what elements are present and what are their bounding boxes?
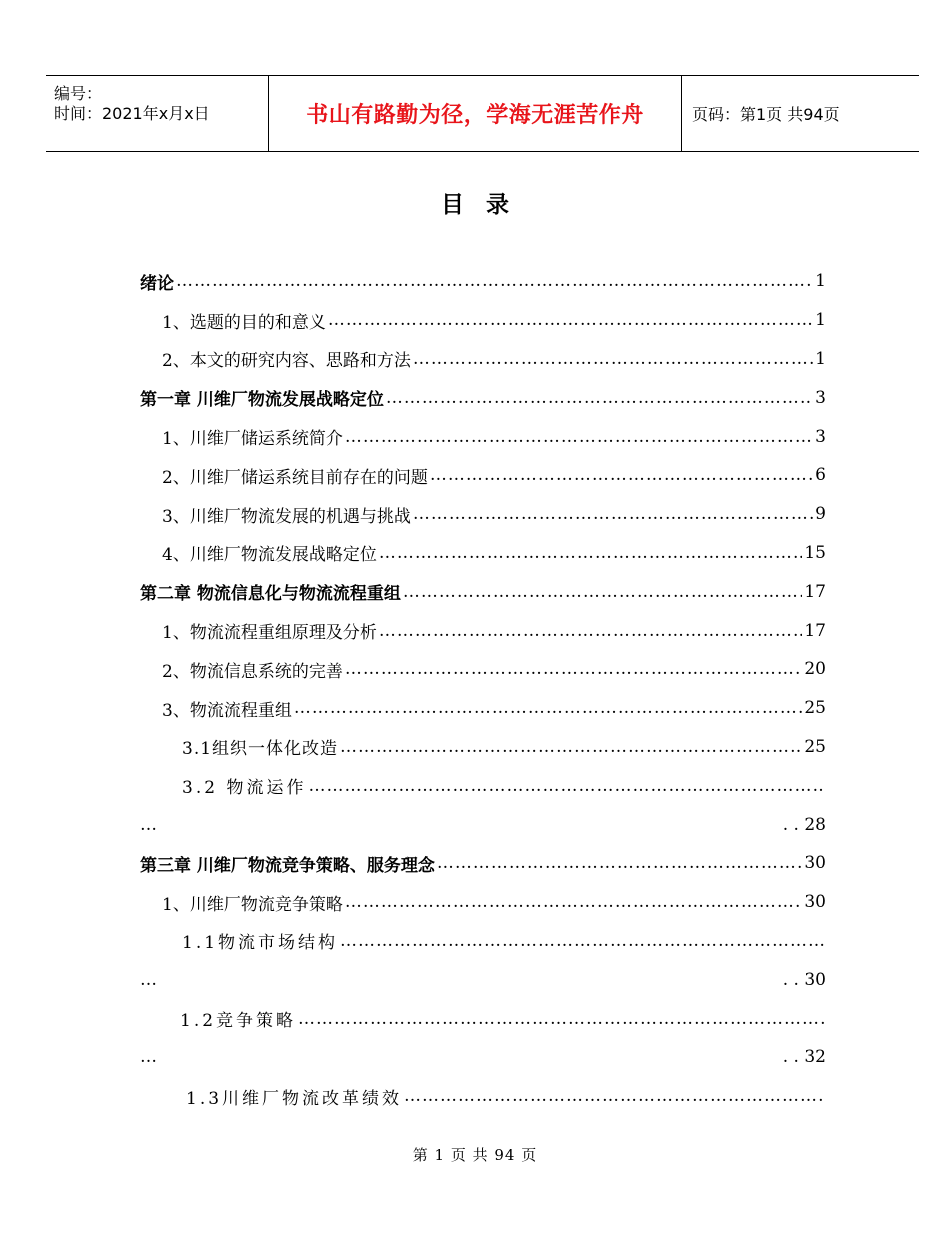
toc-leader (345, 427, 813, 447)
toc-leader (413, 349, 813, 369)
toc-entry-page: 3 (815, 426, 826, 447)
toc-entry-title: 绪论 (140, 273, 174, 294)
toc-leader-continued: … (140, 1047, 157, 1068)
toc-entry-page: 1 (815, 348, 826, 369)
toc-entry-continuation (140, 960, 826, 999)
toc-entry-page (783, 1047, 826, 1067)
toc-leader (379, 621, 803, 641)
toc-entry[interactable] (140, 534, 826, 573)
toc-entry-page: 1 (815, 271, 826, 292)
time-label: 时间：2021年x月x日 (54, 104, 210, 123)
toc-entry-page: 9 (815, 504, 826, 525)
table-of-contents (140, 262, 826, 1116)
toc-entry[interactable] (140, 728, 826, 767)
toc-leader (345, 892, 803, 912)
toc-entry-page: 1 (815, 310, 826, 331)
toc-leader (298, 1009, 824, 1029)
motto-text: 书山有路勤为径，学海无涯苦作舟 (306, 103, 644, 128)
toc-entry-title: 第二章 物流信息化与物流流程重组 (140, 584, 401, 605)
toc-entry[interactable] (140, 495, 826, 534)
toc-entry-title: 2、川维厂储运系统目前存在的问题 (162, 467, 428, 488)
toc-leader (308, 776, 824, 796)
header-meta (46, 76, 269, 151)
toc-entry-page: 17 (804, 620, 826, 641)
toc-entry[interactable] (140, 340, 826, 379)
toc-leader (379, 543, 803, 563)
toc-leader-tail: . . (782, 969, 805, 990)
toc-entry-title: 4、川维厂物流发展战略定位 (162, 545, 377, 566)
toc-leader (403, 582, 802, 602)
toc-leader (386, 388, 813, 408)
toc-entry[interactable] (140, 922, 826, 961)
toc-entry-page-number: 30 (804, 969, 826, 990)
toc-leader (294, 698, 803, 718)
footer-page-number: 第 1 页 共 94 页 (412, 1146, 538, 1164)
toc-entry-title: 1、川维厂物流竞争策略 (162, 894, 343, 915)
toc-entry-title: 第一章 川维厂物流发展战略定位 (140, 390, 384, 411)
toc-leader (404, 1086, 824, 1106)
toc-entry-title: 1、物流流程重组原理及分析 (162, 623, 377, 644)
toc-leader (176, 271, 813, 291)
toc-entry-title: 1.1物流市场结构 (182, 933, 339, 954)
toc-entry-page: 17 (804, 581, 826, 602)
page-footer (0, 1144, 950, 1165)
toc-leader (437, 853, 802, 873)
toc-leader-continued: … (140, 814, 157, 835)
toc-entry-page: 30 (804, 892, 826, 913)
toc-entry-page: 20 (804, 659, 826, 680)
toc-entry-title: 1.2竞争策略 (180, 1011, 297, 1032)
toc-entry-page-number: 28 (804, 814, 826, 835)
toc-entry[interactable] (140, 262, 826, 301)
toc-entry-page (783, 970, 826, 990)
toc-leader (413, 504, 813, 524)
toc-entry[interactable] (140, 301, 826, 340)
toc-leader (328, 310, 813, 330)
page-title: 目录 (441, 192, 531, 218)
toc-leader (345, 659, 803, 679)
toc-entry-title: 3、物流流程重组 (162, 700, 292, 721)
toc-entry-title: 3.2 物流运作 (182, 778, 307, 799)
toc-entry[interactable] (140, 417, 826, 456)
header-page-info (682, 76, 919, 151)
toc-entry[interactable] (140, 572, 826, 611)
toc-entry-continuation (140, 805, 826, 844)
toc-entry-page: 25 (804, 698, 826, 719)
toc-entry-page: 15 (804, 542, 826, 563)
number-label: 编号： (54, 84, 103, 103)
toc-entry-page-number: 32 (804, 1047, 826, 1068)
toc-leader (340, 931, 824, 951)
toc-entry-page: 3 (815, 387, 826, 408)
toc-entry[interactable] (140, 456, 826, 495)
toc-entry[interactable] (140, 1077, 826, 1116)
toc-entry-page: 6 (815, 465, 826, 486)
toc-entry-title: 1.3川维厂物流改革绩效 (186, 1088, 403, 1109)
toc-entry[interactable] (140, 883, 826, 922)
toc-entry[interactable] (140, 650, 826, 689)
toc-entry-title: 2、本文的研究内容、思路和方法 (162, 351, 411, 372)
toc-entry-title: 3、川维厂物流发展的机遇与挑战 (162, 506, 411, 527)
toc-entry-title: 1、川维厂储运系统简介 (162, 429, 343, 450)
toc-entry-page: 30 (804, 853, 826, 874)
toc-leader (430, 465, 813, 485)
toc-entry[interactable] (140, 766, 826, 805)
toc-entry[interactable] (140, 689, 826, 728)
toc-leader-continued: … (140, 969, 157, 990)
page-info-text: 页码：第1页 共94页 (692, 105, 840, 124)
toc-entry[interactable] (140, 378, 826, 417)
header-motto (269, 76, 682, 151)
toc-leader (340, 737, 802, 757)
toc-entry[interactable] (140, 999, 826, 1038)
page-header (46, 75, 919, 152)
toc-entry-title: 2、物流信息系统的完善 (162, 661, 343, 682)
toc-entry[interactable] (140, 844, 826, 883)
toc-entry[interactable] (140, 611, 826, 650)
toc-entry-page: 25 (804, 736, 826, 757)
toc-entry-page (783, 815, 826, 835)
toc-entry-title: 1、选题的目的和意义 (162, 312, 326, 333)
toc-entry-title: 3.1组织一体化改造 (182, 739, 339, 760)
toc-leader-tail: . . (782, 1047, 805, 1068)
toc-entry-continuation (140, 1038, 826, 1077)
toc-entry-title: 第三章 川维厂物流竞争策略、服务理念 (140, 855, 435, 876)
toc-leader-tail: . . (782, 814, 805, 835)
